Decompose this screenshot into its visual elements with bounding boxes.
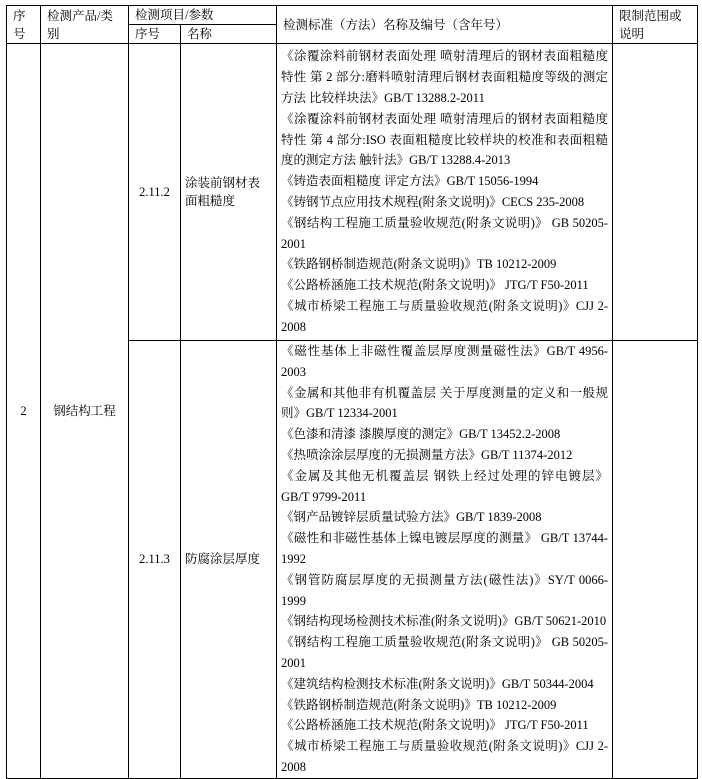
standard-entry: 《钢结构工程施工质量验收规范(附条文说明)》 GB 50205-2001	[281, 635, 609, 670]
standards-list	[281, 341, 608, 778]
header-standard-name-number: 检测标准（方法）名称及编号（含年号）	[277, 6, 613, 44]
header-item-parameter-group: 检测项目/参数	[129, 6, 277, 25]
standard-entry: 《热喷涂涂层厚度的无损测量方法》GB/T 11374-2012	[281, 447, 573, 462]
standard-entry: 《钢管防腐层厚度的无损测量方法(磁性法)》SY/T 0066-1999	[281, 572, 609, 608]
standard-entry: 《金属和其他非有机覆盖层 关于厚度测量的定义和一般规则》GB/T 12334-2001	[281, 385, 609, 421]
standard-entry: 《金属及其他无机覆盖层 钢铁上经过处理的锌电镀层》GB/T 9799-2011	[281, 468, 609, 504]
standard-entry: 《城市桥梁工程施工与质量验收规范(附条文说明)》CJJ 2-2008	[281, 298, 609, 334]
standard-entry: 《钢结构工程施工质量验收规范(附条文说明)》 GB 50205-2001	[281, 215, 609, 251]
item-name: 防腐涂层厚度	[181, 341, 277, 779]
item-name: 涂装前钢材表面粗糙度	[181, 44, 277, 341]
standard-entry: 《钢产品镀锌层质量试验方法》GB/T 1839-2008	[281, 510, 542, 525]
standard-entry: 《铸造表面粗糙度 评定方法》GB/T 15056-1994	[281, 174, 539, 189]
standard-entry: 《铁路钢桥制造规范(附条文说明)》TB 10212-2009	[281, 257, 557, 272]
header-item-name: 名称	[181, 25, 277, 44]
header-limit-scope: 限制范围或说明	[613, 6, 698, 44]
standard-entry: 《公路桥涵施工技术规范(附条文说明)》 JTG/T F50-2011	[281, 278, 589, 293]
standard-entry: 《公路桥涵施工技术规范(附条文说明)》 JTG/T F50-2011	[281, 718, 589, 733]
header-item-serial-no: 序号	[129, 25, 181, 44]
standard-entry: 《色漆和清漆 漆膜厚度的测定》GB/T 13452.2-2008	[281, 427, 561, 442]
standard-entry: 《城市桥梁工程施工与质量验收规范(附条文说明)》CJJ 2-2008	[281, 739, 609, 774]
row-product-category: 钢结构工程	[41, 44, 129, 779]
standard-entry: 《涂覆涂料前钢材表面处理 喷射清理后的钢材表面粗糙度特性 第 2 部分:磨料喷射清理后钢材表面粗糙度等级的测定方法 比较样块法》GB/T 13288.2-2011	[281, 49, 609, 106]
standard-entry: 《钢结构现场检测技术标准(附条文说明)》GB/T 50621-2010	[281, 614, 607, 629]
standards-list-cell	[277, 341, 613, 779]
standard-entry: 《铁路钢桥制造规范(附条文说明)》TB 10212-2009	[281, 697, 557, 712]
limit-cell	[613, 44, 698, 341]
testing-scope-table	[6, 5, 698, 779]
standard-entry: 《磁性基体上非磁性覆盖层厚度测量磁性法》GB/T 4956-2003	[281, 344, 609, 379]
standard-entry: 《磁性和非磁性基体上镍电镀层厚度的测量》 GB/T 13744-1992	[281, 531, 609, 566]
standards-list-cell	[277, 44, 613, 341]
standards-list	[281, 46, 608, 337]
standard-entry: 《涂覆涂料前钢材表面处理 喷射清理后的钢材表面粗糙度特性 第 4 部分:ISO 表面粗糙度比较样块的校准和表面粗糙度的测定方法 触针法》GB/T 13288.4-2013	[281, 111, 609, 168]
standard-entry: 《铸钢节点应用技术规程(附条文说明)》CECS 235-2008	[281, 195, 585, 209]
item-code: 2.11.3	[129, 341, 181, 779]
table-row	[7, 44, 698, 341]
header-product-category: 检测产品/类别	[41, 6, 129, 44]
limit-cell	[613, 341, 698, 779]
row-serial-no: 2	[7, 44, 41, 779]
standard-entry: 《建筑结构检测技术标准(附条文说明)》GB/T 50344-2004	[281, 676, 594, 691]
item-code: 2.11.2	[129, 44, 181, 341]
header-serial-no: 序号	[7, 6, 41, 44]
